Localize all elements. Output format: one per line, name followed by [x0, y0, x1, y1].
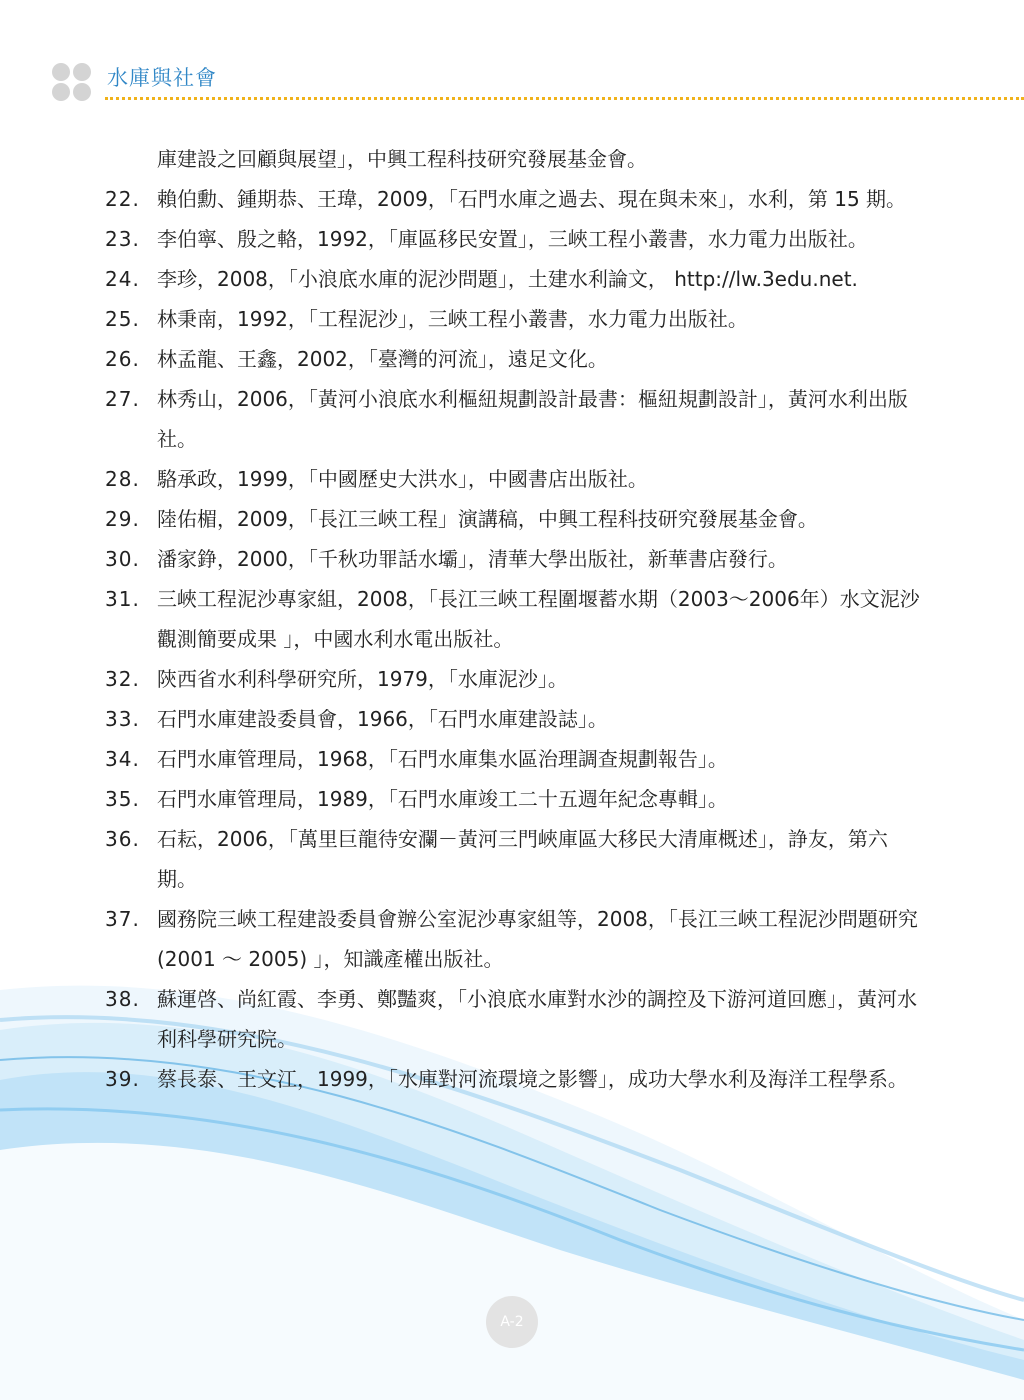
reference-number: 31.: [105, 587, 140, 611]
reference-item: [105, 899, 920, 979]
reference-number: 22.: [105, 187, 140, 211]
reference-text: 石門水庫建設委員會，1966，「石門水庫建設誌」。: [157, 707, 608, 731]
reference-item: [105, 339, 920, 379]
reference-text: 潘家錚，2000，「千秋功罪話水壩」，清華大學出版社，新華書店發行。: [157, 547, 788, 571]
header-divider: [105, 97, 1024, 100]
reference-item: [105, 659, 920, 699]
reference-text: 石耘，2006，「萬里巨龍待安瀾－黃河三門峽庫區大移民大清庫概述」，諍友，第六期。: [157, 827, 888, 891]
reference-text: 林秉南，1992，「工程泥沙」，三峽工程小叢書，水力電力出版社。: [157, 307, 748, 331]
reference-number: 32.: [105, 667, 140, 691]
reference-list: [105, 139, 920, 1099]
reference-text: 國務院三峽工程建設委員會辦公室泥沙專家組等，2008，「長江三峽工程泥沙問題研究 (2001 ～ 2005) 」，知識產權出版社。: [157, 907, 918, 971]
reference-item: [105, 779, 920, 819]
page-header: [0, 0, 1024, 110]
reference-number: 37.: [105, 907, 140, 931]
reference-item: [105, 179, 920, 219]
reference-item: [105, 299, 920, 339]
reference-number: 33.: [105, 707, 140, 731]
reference-number: 25.: [105, 307, 140, 331]
reference-number: 36.: [105, 827, 140, 851]
reference-item: [105, 579, 920, 659]
reference-item: [105, 219, 920, 259]
reference-item: [105, 499, 920, 539]
reference-number: 24.: [105, 267, 140, 291]
reference-number: 28.: [105, 467, 140, 491]
reference-item: [105, 819, 920, 899]
reference-number: 29.: [105, 507, 140, 531]
reference-text: 庫建設之回顧與展望」，中興工程科技研究發展基金會。: [157, 147, 647, 171]
reference-number: 23.: [105, 227, 140, 251]
reference-item: [105, 459, 920, 499]
reference-text: 駱承政，1999，「中國歷史大洪水」，中國書店出版社。: [157, 467, 648, 491]
reference-number: 30.: [105, 547, 140, 571]
reference-text: 蔡長泰、王文江，1999，「水庫對河流環境之影響」，成功大學水利及海洋工程學系。: [157, 1067, 908, 1091]
reference-text: 林孟龍、王鑫，2002，「臺灣的河流」，遠足文化。: [157, 347, 608, 371]
logo-dots-icon: [52, 63, 94, 103]
reference-text: 陸佑楣，2009，「長江三峽工程」演講稿，中興工程科技研究發展基金會。: [157, 507, 818, 531]
reference-text: 林秀山，2006，「黃河小浪底水利樞紐規劃設計最書：樞紐規劃設計」，黃河水利出版社。: [157, 387, 908, 451]
reference-text: 石門水庫管理局，1968，「石門水庫集水區治理調查規劃報告」。: [157, 747, 728, 771]
reference-text: 賴伯勳、鍾期恭、王瑋，2009，「石門水庫之過去、現在與未來」，水利，第 15 期。: [157, 187, 907, 211]
reference-text: 石門水庫管理局，1989，「石門水庫竣工二十五週年紀念專輯」。: [157, 787, 728, 811]
reference-number: 27.: [105, 387, 140, 411]
reference-item: [105, 539, 920, 579]
reference-item: [105, 379, 920, 459]
reference-item: [105, 739, 920, 779]
reference-item: [105, 979, 920, 1059]
reference-text: 陝西省水利科學研究所，1979，「水庫泥沙」。: [157, 667, 568, 691]
reference-item: [105, 699, 920, 739]
reference-text: 李伯寧、殷之輅，1992，「庫區移民安置」，三峽工程小叢書，水力電力出版社。: [157, 227, 868, 251]
reference-text: 蘇運啓、尚紅霞、李勇、鄭豔爽，「小浪底水庫對水沙的調控及下游河道回應」，黃河水利科學研究院。: [157, 987, 917, 1051]
page-number-badge: A-2: [486, 1296, 538, 1348]
running-title: 水庫與社會: [107, 66, 217, 90]
reference-number: 26.: [105, 347, 140, 371]
reference-number: 38.: [105, 987, 140, 1011]
reference-item: [105, 259, 920, 299]
reference-text: 三峽工程泥沙專家組，2008，「長江三峽工程圍堰蓄水期（2003～2006年）水文泥沙觀測簡要成果 」，中國水利水電出版社。: [157, 587, 920, 651]
reference-item: [105, 1059, 920, 1099]
reference-number: 39.: [105, 1067, 140, 1091]
reference-item: [105, 139, 920, 179]
reference-number: 34.: [105, 747, 140, 771]
reference-number: 35.: [105, 787, 140, 811]
reference-text: 李珍，2008，「小浪底水庫的泥沙問題」，土建水利論文， http://lw.3edu.net.: [157, 267, 858, 291]
